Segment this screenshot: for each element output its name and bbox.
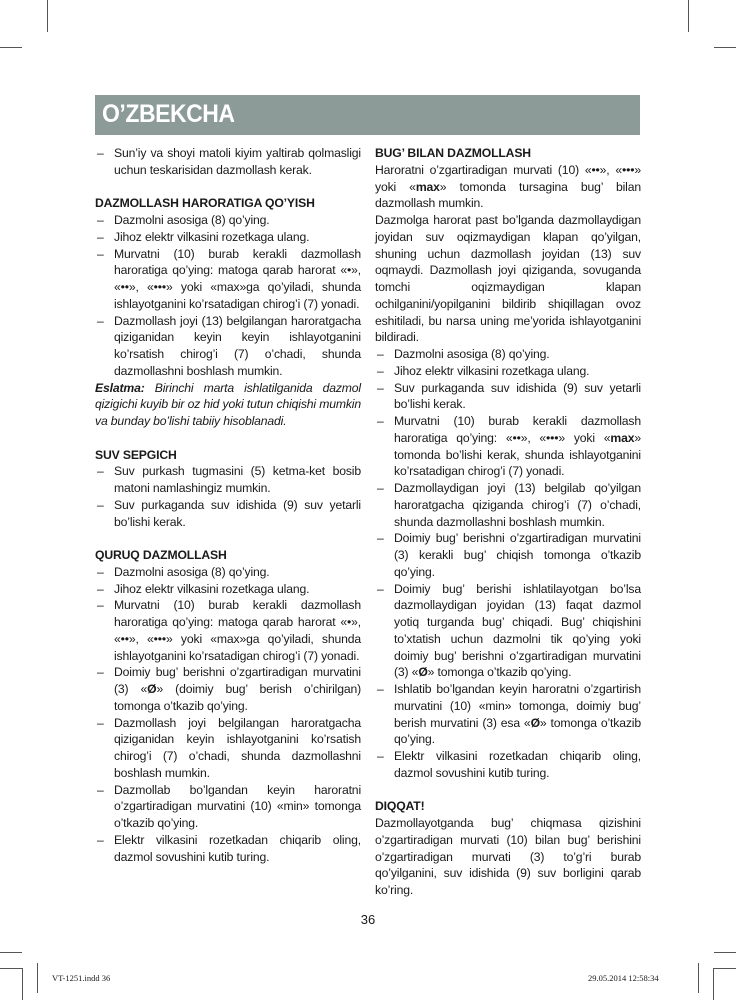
crop-mark (37, 963, 38, 993)
list-item: – Suv purkaganda suv idishida (9) suv yetarli bo’lishi kerak. (375, 380, 641, 414)
text-run: Haroratni o’zgartiradigan murvati (10) «••», «•••» yoki « (375, 162, 641, 194)
text-run: Ishlatib bo’lgandan keyin haroratni o’zgartirish murvatini (10) «min» tomonga, doimiy bug’ berish murvatini (3) esa « (394, 682, 641, 730)
crop-mark (714, 952, 736, 953)
list-item: – Doimiy bug’ berishni o’zgartiradigan murvatini (3) kerakli bug’ chiqish tomonga o’tkazib qo’ying. (375, 530, 641, 580)
text-run: » tomonda tursagina bug’ bilan dazmollash mumkin. (375, 179, 641, 211)
crop-mark (688, 0, 689, 32)
section-heading: BUG’ BILAN DAZMOLLASH (375, 146, 531, 160)
footer-timestamp: 29.05.2014 12:58:34 (588, 973, 659, 983)
text-run: » tomonga o’tkazib qo’ying. (394, 715, 641, 747)
crop-mark (0, 952, 22, 953)
paragraph (375, 162, 641, 212)
crop-mark (47, 0, 48, 32)
text-run: Doimiy bug’ berishi ishlatilayotgan bo’lsa dazmollaydigan joyidan (13) faqat dazmol yotiq turganda bug’ chiqadi. Bug’ chiqishini to’xtatish uchun dazmolni tik qo’ying yoki doimiy bug’ berishni o’zgartiradigan murvatini (3) « (394, 581, 641, 680)
list-item: – Dazmollab bo’lgandan keyin haroratni o’zgartiradigan murvatini (10) «min» tomonga o’tkazib qo’ying. (95, 782, 361, 832)
text-run: Murvatni (10) burab kerakli dazmollash haroratiga qo’ying: «••», «•••» yoki « (394, 414, 641, 445)
section-heading: SUV SEPGICH (95, 447, 177, 462)
list-item: – Jihoz elektr vilkasini rozetkaga ulang. (95, 229, 361, 246)
list-item: – Dazmolni asosiga (8) qo’ying. (375, 346, 641, 363)
list-item: – Sun’iy va shoyi matoli kiyim yaltirab qolmasligi uchun teskarisidan dazmollash kerak. (95, 145, 361, 179)
section-heading: DIQQAT! (375, 799, 425, 814)
list-item: – Dazmolni asosiga (8) qo’ying. (95, 564, 361, 581)
crop-mark (714, 968, 736, 969)
list-item (375, 413, 641, 480)
crop-mark (0, 47, 22, 48)
list-item: – Jihoz elektr vilkasini rozetkaga ulang. (375, 363, 641, 380)
bold-text: max (610, 430, 635, 445)
paragraph: Dazmollayotganda bug’ chiqmasa qizishini o’zgartiradigan murvati (10) bilan bug’ berishini o’zgartiradigan murvati (3) to’g’ri burab qo’yilganini, suv idishida (9) suv borligini qarab ko’ring. (375, 816, 641, 897)
paragraph: Dazmolga harorat past bo’lganda dazmollaydigan joyidan suv oqizmaydigan klapan qo’yilgan, shuning uchun dazmollash joyidan (13) suv oqmaydi. Dazmollash joyi qiziganda, sovuganda tomchi oqizmaydigan klapan ochilganini/yopilganini bildirib shiqillagan ovoz eshitiladi, bu narsa uning me’yorida ishlayotganini bildiradi. (375, 213, 641, 345)
list-item: – Murvatni (10) burab kerakli dazmollash haroratiga qo’ying: matoga qarab harorat «•», «••», «•••» yoki «max»ga qo’yiladi, shunda ishlayotganini ko’rsatadigan chirog’i (7) yonadi. (95, 597, 361, 664)
list-item (95, 664, 361, 714)
section-heading: QURUQ DAZMOLLASH (95, 548, 227, 562)
left-column (95, 145, 361, 865)
list-item: – Elektr vilkasini rozetkadan chiqarib oling, dazmol sovushini kutib turing. (375, 748, 641, 782)
note-paragraph (95, 380, 361, 430)
list-item: – Suv purkaganda suv idishida (9) suv yetarli bo’lishi kerak. (95, 497, 361, 531)
section-header (95, 95, 640, 135)
bold-text: Ø (418, 665, 428, 680)
right-column (375, 145, 641, 899)
bold-text: Ø (147, 682, 157, 696)
bold-text: Ø (530, 715, 540, 730)
spacer (95, 179, 361, 196)
spacer (95, 530, 361, 547)
list-item: – Dazmollaydigan joyi (13) belgilab qo’yilgan haroratgacha qiziganda chirog’i (7) o’chadi, shunda dazmollashni boshlash mumkin. (375, 480, 641, 530)
crop-mark (713, 968, 714, 1000)
list-item: – Jihoz elektr vilkasini rozetkaga ulang. (95, 581, 361, 598)
text-run: Doimiy bug’ berishni o’zgartiradigan murvatini (3) « (114, 665, 361, 696)
list-item (375, 681, 641, 748)
crop-mark (714, 47, 736, 48)
crop-mark (22, 968, 23, 1000)
list-item: – Dazmolni asosiga (8) qo’ying. (95, 212, 361, 229)
list-item: – Murvatni (10) burab kerakli dazmollash haroratiga qo’ying: matoga qarab harorat «•», «••», «•••» yoki «max»ga qo’yiladi, shunda ishlayotganini ko’rsatadigan chirog’i (7) yonadi. (95, 246, 361, 313)
list-item: – Suv purkash tugmasini (5) ketma-ket bosib matoni namlashingiz mumkin. (95, 463, 361, 497)
text-run: Birinchi marta ishlatilganida dazmol qizigichi kuyib bir oz hid yoki tutun chiqishi mumkin va bunday bo’lishi tabiiy hisoblanadi. (95, 380, 361, 428)
section-heading: DAZMOLLASH HARORATIGA QO’YISH (95, 196, 315, 211)
text-run: » tomonga o’tkazib qo’ying. (427, 665, 572, 680)
crop-mark (0, 968, 22, 969)
spacer (375, 782, 641, 799)
page-number: 36 (360, 912, 376, 927)
text-run: » tomonda bo’lishi kerak, shunda ishlayotganini ko’rsatadigan chirog’i (7) yonadi. (394, 430, 641, 479)
spacer (95, 430, 361, 447)
section-title: O’ZBEKCHA (102, 100, 235, 128)
bold-text: Eslatma: (95, 380, 145, 395)
list-item: – Elektr vilkasini rozetkadan chiqarib oling, dazmol sovushini kutib turing. (95, 832, 361, 866)
list-item: – Dazmollash joyi (13) belgilangan haroratgacha qiziganidan keyin keyin ishlayotganini ko’rsatish chirog’i (7) o’chadi, shunda dazmollashni boshlash mumkin. (95, 313, 361, 380)
bold-text: max (415, 179, 440, 194)
crop-mark (698, 963, 699, 993)
footer-filename: VT-1251.indd 36 (52, 973, 111, 983)
text-run: » (doimiy bug’ berish o’chirilgan) tomonga o’tkazib qo’ying. (114, 682, 361, 713)
list-item (375, 581, 641, 682)
list-item: – Dazmollash joyi belgilangan haroratgacha qiziganidan keyin ishlayotganini ko’rsatish chirog’i (7) o’chadi, shunda dazmollashni boshlash mumkin. (95, 715, 361, 782)
